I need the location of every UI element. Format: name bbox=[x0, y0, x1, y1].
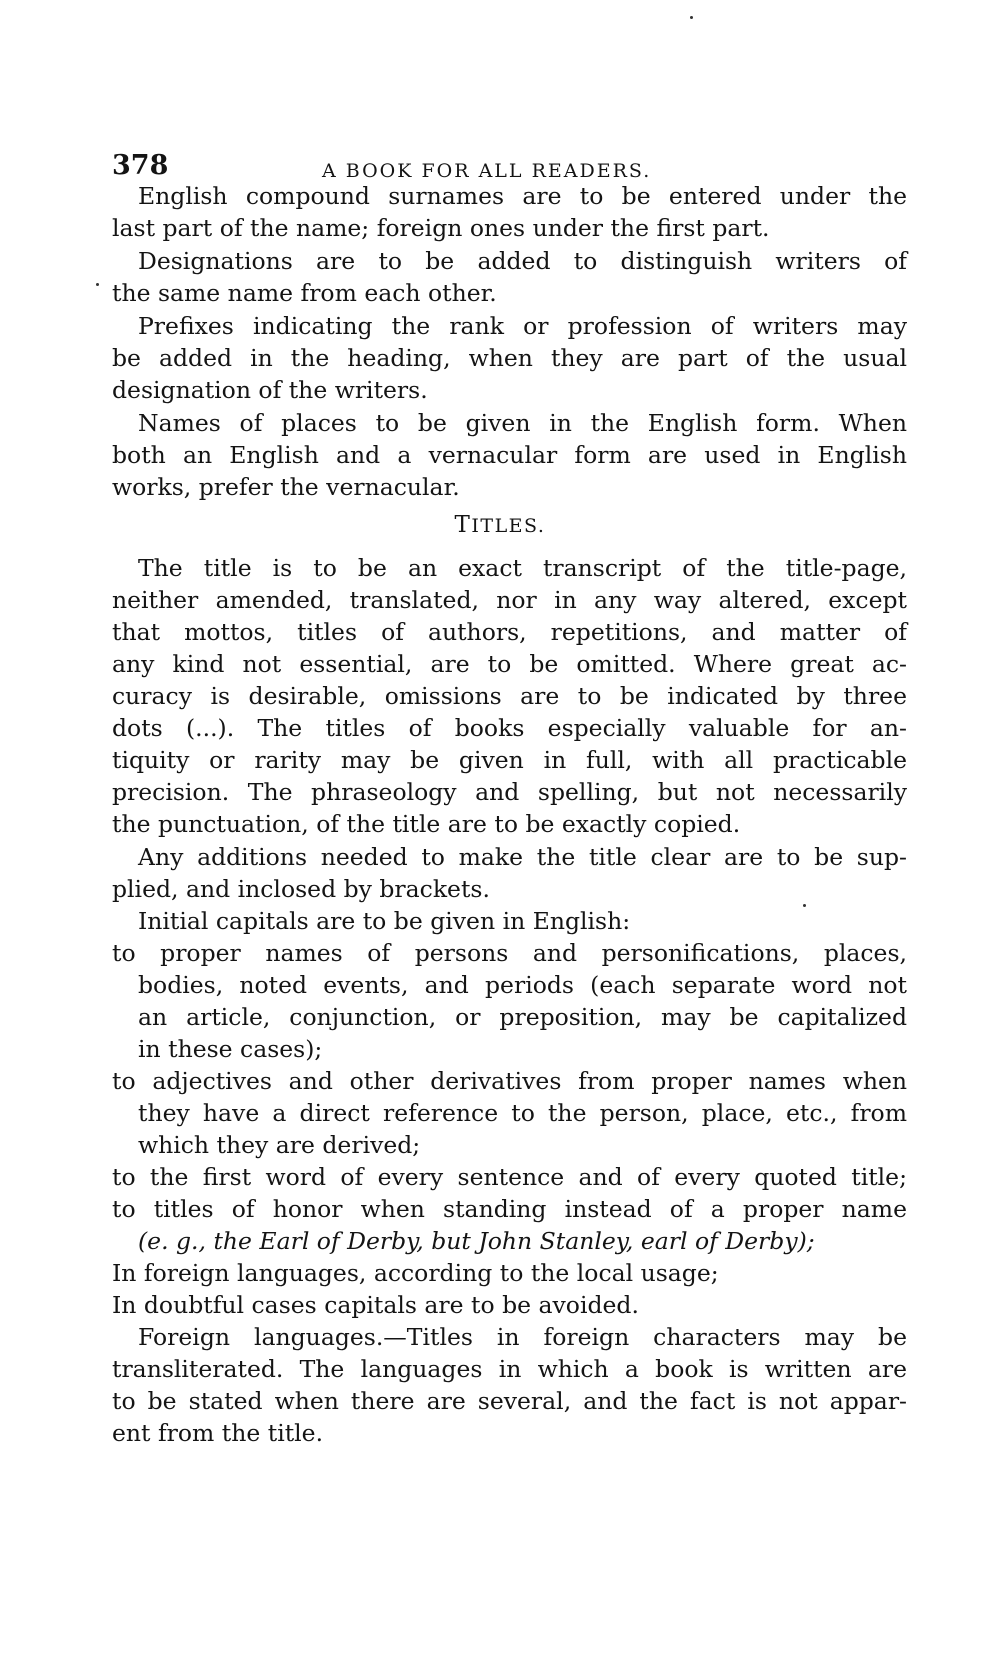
text-line: neither amended, translated, nor in any way altered, except bbox=[112, 586, 907, 614]
text-line: works, prefer the vernacular. bbox=[112, 473, 460, 501]
text-line: The title is to be an exact transcript of the title-page, bbox=[138, 554, 907, 582]
text-line: be added in the heading, when they are part of the usual bbox=[112, 344, 907, 372]
text-line: Any additions needed to make the title clear are to be sup- bbox=[138, 843, 907, 871]
text-line: English compound surnames are to be entered under the bbox=[138, 182, 907, 210]
text-line: designation of the writers. bbox=[112, 376, 428, 404]
text-line: Foreign languages.—Titles in foreign characters may be bbox=[138, 1323, 907, 1351]
text-line: to titles of honor when standing instead of a proper name bbox=[112, 1195, 907, 1223]
text-line: precision. The phraseology and spelling, but not necessarily bbox=[112, 778, 907, 806]
text-line: they have a direct reference to the person, place, etc., from bbox=[138, 1099, 907, 1127]
text-line: tiquity or rarity may be given in full, with all practicable bbox=[112, 746, 907, 774]
text-line: plied, and inclosed by brackets. bbox=[112, 875, 490, 903]
text-line: dots (...). The titles of books especially valuable for an- bbox=[112, 714, 907, 742]
text-line: last part of the name; foreign ones under the first part. bbox=[112, 214, 770, 242]
text-line: an article, conjunction, or preposition, may be capitalized bbox=[138, 1003, 907, 1031]
text-line: Names of places to be given in the English form. When bbox=[138, 409, 907, 437]
scan-speck bbox=[690, 16, 693, 19]
scan-speck bbox=[803, 904, 806, 907]
text-line: transliterated. The languages in which a book is written are bbox=[112, 1355, 907, 1383]
text-line: the punctuation, of the title are to be exactly copied. bbox=[112, 810, 741, 838]
text-line: In doubtful cases capitals are to be avoided. bbox=[112, 1291, 639, 1319]
text-line: (e. g., the Earl of Derby, but John Stanley, earl of Derby); bbox=[138, 1227, 815, 1255]
heading-rest: ITLES. bbox=[471, 515, 546, 537]
text-line: to adjectives and other derivatives from proper names when bbox=[112, 1067, 907, 1095]
text-line: Initial capitals are to be given in English: bbox=[138, 907, 631, 935]
text-line: which they are derived; bbox=[138, 1131, 421, 1159]
text-line: bodies, noted events, and periods (each separate word not bbox=[138, 971, 907, 999]
text-line: both an English and a vernacular form are used in English bbox=[112, 441, 907, 469]
text-line: the same name from each other. bbox=[112, 279, 497, 307]
text-line: that mottos, titles of authors, repetitions, and matter of bbox=[112, 618, 907, 646]
text-line: In foreign languages, according to the local usage; bbox=[112, 1259, 719, 1287]
scan-speck bbox=[96, 283, 99, 286]
text-line: to proper names of persons and personifications, places, bbox=[112, 939, 907, 967]
text-line: curacy is desirable, omissions are to be indicated by three bbox=[112, 682, 907, 710]
text-line: Designations are to be added to distinguish writers of bbox=[138, 247, 907, 275]
text-line: Prefixes indicating the rank or profession of writers may bbox=[138, 312, 907, 340]
section-heading-titles bbox=[0, 512, 1000, 538]
heading-initial: T bbox=[454, 512, 472, 538]
text-line: in these cases); bbox=[138, 1035, 323, 1063]
text-line: any kind not essential, are to be omitted. Where great ac- bbox=[112, 650, 907, 678]
page-number: 378 bbox=[112, 150, 169, 181]
running-title: A BOOK FOR ALL READERS. bbox=[322, 160, 652, 182]
text-line: ent from the title. bbox=[112, 1419, 324, 1447]
text-line: to be stated when there are several, and the fact is not appar- bbox=[112, 1387, 907, 1415]
text-line: to the first word of every sentence and of every quoted title; bbox=[112, 1163, 907, 1191]
